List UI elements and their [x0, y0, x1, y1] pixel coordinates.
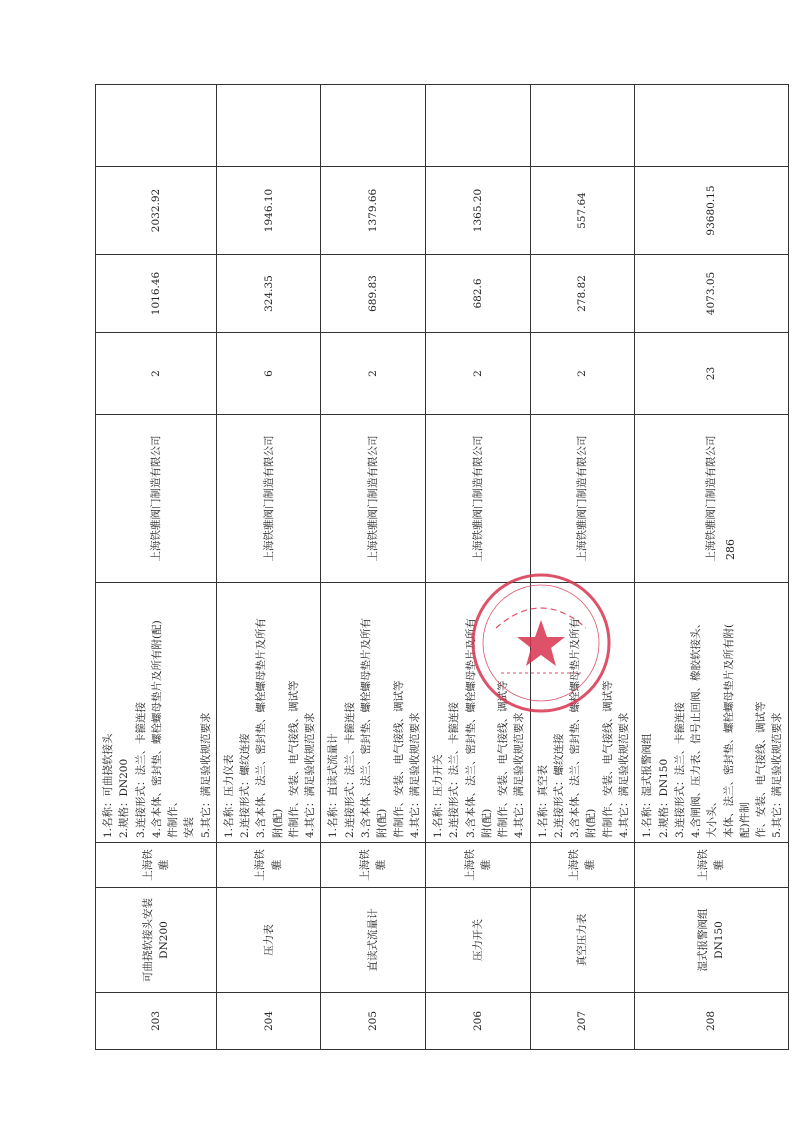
price-table	[95, 84, 789, 1050]
description-line: 件制作、安装、电气接线、调试等	[392, 680, 405, 838]
description-line: 1.名称：真空表	[536, 764, 549, 838]
description-line: 1.名称：湿式报警阀组	[641, 733, 654, 838]
description-line: 3.含本体、法兰、密封垫、螺栓螺母垫片及所有	[359, 617, 372, 838]
description-line: 安装	[183, 817, 196, 838]
quantity: 2	[96, 333, 217, 415]
item-description	[635, 583, 788, 843]
manufacturer: 上海铁骓阀门制造有限公司	[426, 415, 531, 583]
brand: 上海铁骓	[530, 843, 635, 888]
quantity: 2	[321, 333, 426, 415]
description-line: 2.规格：DN150	[657, 758, 670, 838]
unit-price: 682.6	[426, 255, 531, 333]
table-body	[96, 85, 789, 1050]
manufacturer: 上海铁骓阀门制造有限公司	[216, 415, 321, 583]
description-line: 作、安装、电气接线、调试等	[755, 701, 768, 838]
brand: 上海铁骓	[635, 843, 788, 888]
item-number: 205	[321, 993, 426, 1050]
manufacturer: 上海铁骓阀门制造有限公司	[321, 415, 426, 583]
page-number: 286	[724, 539, 737, 560]
description-line: 4.其它：满足验收规范要求	[408, 712, 421, 838]
item-number: 204	[216, 993, 321, 1050]
description-line: 附(配)	[480, 808, 493, 838]
item-number: 203	[96, 993, 217, 1050]
quantity: 2	[530, 333, 635, 415]
remark	[635, 85, 788, 167]
description-line: 3.连接形式：法兰、卡箍连接	[673, 701, 686, 838]
brand: 上海铁骓	[426, 843, 531, 888]
item-name: 湿式报警阀组 DN150	[635, 888, 788, 993]
description-line: 件制作、	[167, 796, 180, 838]
unit-price: 278.82	[530, 255, 635, 333]
description-line: 3.含本体、法兰、密封垫、螺栓螺母垫片及所有	[569, 617, 582, 838]
description-line: 4.其它：满足验收规范要求	[513, 712, 526, 838]
unit-price: 1016.46	[96, 255, 217, 333]
description-line: 5.其它：满足验收规范要求	[771, 712, 784, 838]
remark	[96, 85, 217, 167]
description-line: 2.规格：DN200	[118, 758, 131, 838]
brand: 上海铁骓	[321, 843, 426, 888]
description-line: 3.连接形式：法兰、卡箍连接	[134, 701, 147, 838]
item-name: 真空压力表	[530, 888, 635, 993]
item-name: 压力开关	[426, 888, 531, 993]
item-name: 可曲挠软接头安装 DN200	[96, 888, 217, 993]
description-line: 附(配)	[376, 808, 389, 838]
description-line: 5.其它：满足验收规范要求	[199, 712, 212, 838]
remark	[426, 85, 531, 167]
item-description	[96, 583, 217, 843]
table-row	[321, 85, 426, 1050]
item-number: 206	[426, 993, 531, 1050]
item-name: 压力表	[216, 888, 321, 993]
description-line: 2.连接形式：螺纹连接	[239, 733, 252, 838]
unit-price: 689.83	[321, 255, 426, 333]
description-line: 配)件制	[738, 802, 751, 838]
table-row	[426, 85, 531, 1050]
description-line: 2.连接形式：螺纹连接	[552, 733, 565, 838]
unit-price: 4073.05	[635, 255, 788, 333]
brand: 上海铁骓	[216, 843, 321, 888]
description-line: 2.连接形式：法兰、卡箍连接	[343, 701, 356, 838]
quantity: 2	[426, 333, 531, 415]
description-line: 1.名称：压力仪表	[222, 754, 235, 838]
manufacturer: 上海铁骓阀门制造有限公司	[530, 415, 635, 583]
item-number: 207	[530, 993, 635, 1050]
description-line: 4.其它：满足验收规范要求	[304, 712, 317, 838]
table-row	[216, 85, 321, 1050]
item-name: 直读式流量计	[321, 888, 426, 993]
description-line: 4.其它：满足验收规范要求	[617, 712, 630, 838]
description-line: 3.含本体、法兰、密封垫、螺栓螺母垫片及所有	[255, 617, 268, 838]
total-price: 1365.20	[426, 167, 531, 255]
description-line: 1.名称：直读式流量计	[327, 733, 340, 838]
quantity: 6	[216, 333, 321, 415]
remark	[321, 85, 426, 167]
table-row	[635, 85, 788, 1050]
manufacturer: 上海铁骓阀门制造有限公司	[96, 415, 217, 583]
total-price: 2032.92	[96, 167, 217, 255]
remark	[216, 85, 321, 167]
description-line: 1.名称：可曲挠软接头	[102, 733, 114, 838]
description-line: 件制作、安装、电气接线、调试等	[287, 680, 300, 838]
description-line: 本体、法兰、密封垫、螺栓螺母垫片及所有附(	[722, 623, 735, 838]
item-number: 208	[635, 993, 788, 1050]
description-line: 1.名称：压力开关	[432, 754, 445, 838]
description-line: 2.连接形式：法兰、卡箍连接	[448, 701, 461, 838]
remark	[530, 85, 635, 167]
brand: 上海铁骓	[96, 843, 217, 888]
description-line: 4.含闸阀、压力表、信号止回阀、橡胶软接头、	[690, 617, 703, 838]
company-seal-stamp-icon	[466, 568, 616, 718]
description-line: 3.含本体、法兰、密封垫、螺栓螺母垫片及所有	[464, 617, 477, 838]
description-line: 件制作、安装、电气接线、调试等	[497, 680, 510, 838]
description-line: 附(配)	[585, 808, 598, 838]
total-price: 1946.10	[216, 167, 321, 255]
total-price: 93680.15	[635, 167, 788, 255]
table-row	[530, 85, 635, 1050]
item-description	[321, 583, 426, 843]
total-price: 557.64	[530, 167, 635, 255]
item-description	[216, 583, 321, 843]
description-line: 件制作、安装、电气接线、调试等	[601, 680, 614, 838]
quantity: 23	[635, 333, 788, 415]
description-line: 大小头、	[706, 796, 719, 838]
unit-price: 324.35	[216, 255, 321, 333]
description-line: 附(配)	[271, 808, 284, 838]
table-row	[96, 85, 217, 1050]
total-price: 1379.66	[321, 167, 426, 255]
description-line: 4.含本体、密封垫、螺栓螺母垫片及所有附(配)	[150, 620, 163, 838]
manufacturer: 上海铁骓阀门制造有限公司	[635, 415, 788, 583]
